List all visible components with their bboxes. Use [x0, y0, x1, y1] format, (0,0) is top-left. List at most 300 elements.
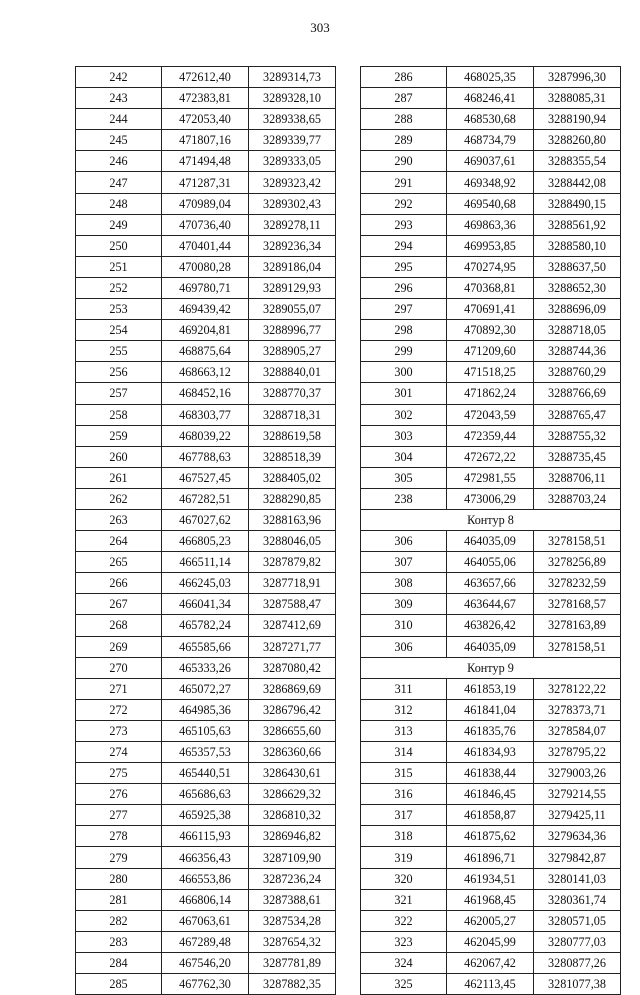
table-row	[361, 404, 621, 425]
y-coordinate-cell: 3288703,24	[534, 488, 621, 509]
y-coordinate-cell: 3279003,26	[534, 763, 621, 784]
y-coordinate-cell: 3280571,05	[534, 910, 621, 931]
x-coordinate-cell: 461968,45	[447, 889, 534, 910]
y-coordinate-cell: 3288770,37	[249, 383, 336, 404]
point-number-cell: 316	[361, 784, 447, 805]
x-coordinate-cell: 468530,68	[447, 109, 534, 130]
point-number-cell: 307	[361, 552, 447, 573]
x-coordinate-cell: 462067,42	[447, 952, 534, 973]
x-coordinate-cell: 468025,35	[447, 67, 534, 88]
y-coordinate-cell: 3288561,92	[534, 214, 621, 235]
table-row	[361, 130, 621, 151]
x-coordinate-cell: 466806,14	[162, 889, 249, 910]
y-coordinate-cell: 3281077,38	[534, 974, 621, 995]
y-coordinate-cell: 3287781,89	[249, 952, 336, 973]
table-row	[361, 193, 621, 214]
table-row	[76, 425, 336, 446]
x-coordinate-cell: 469439,42	[162, 299, 249, 320]
table-row	[361, 299, 621, 320]
table-row	[76, 699, 336, 720]
point-number-cell: 255	[76, 341, 162, 362]
x-coordinate-cell: 461853,19	[447, 678, 534, 699]
x-coordinate-cell: 471862,24	[447, 383, 534, 404]
x-coordinate-cell: 468734,79	[447, 130, 534, 151]
x-coordinate-cell: 472053,40	[162, 109, 249, 130]
point-number-cell: 256	[76, 362, 162, 383]
point-number-cell: 323	[361, 931, 447, 952]
table-row	[76, 383, 336, 404]
point-number-cell: 292	[361, 193, 447, 214]
y-coordinate-cell: 3288905,27	[249, 341, 336, 362]
table-row	[76, 678, 336, 699]
x-coordinate-cell: 470368,81	[447, 277, 534, 298]
point-number-cell: 243	[76, 88, 162, 109]
table-row	[76, 151, 336, 172]
x-coordinate-cell: 466805,23	[162, 531, 249, 552]
point-number-cell: 306	[361, 531, 447, 552]
x-coordinate-cell: 467546,20	[162, 952, 249, 973]
table-row	[76, 214, 336, 235]
point-number-cell: 296	[361, 277, 447, 298]
point-number-cell: 324	[361, 952, 447, 973]
y-coordinate-cell: 3289323,42	[249, 172, 336, 193]
x-coordinate-cell: 469540,68	[447, 193, 534, 214]
x-coordinate-cell: 471209,60	[447, 341, 534, 362]
point-number-cell: 246	[76, 151, 162, 172]
x-coordinate-cell: 461835,76	[447, 720, 534, 741]
x-coordinate-cell: 463644,67	[447, 594, 534, 615]
y-coordinate-cell: 3280777,03	[534, 931, 621, 952]
table-row	[361, 88, 621, 109]
y-coordinate-cell: 3287412,69	[249, 615, 336, 636]
point-number-cell: 303	[361, 425, 447, 446]
y-coordinate-cell: 3278256,89	[534, 552, 621, 573]
y-coordinate-cell: 3288755,32	[534, 425, 621, 446]
y-coordinate-cell: 3289129,93	[249, 277, 336, 298]
y-coordinate-cell: 3280141,03	[534, 868, 621, 889]
x-coordinate-cell: 465440,51	[162, 763, 249, 784]
x-coordinate-cell: 466553,86	[162, 868, 249, 889]
point-number-cell: 322	[361, 910, 447, 931]
point-number-cell: 271	[76, 678, 162, 699]
y-coordinate-cell: 3288085,31	[534, 88, 621, 109]
y-coordinate-cell: 3279842,87	[534, 847, 621, 868]
table-row	[76, 742, 336, 763]
table-row	[361, 320, 621, 341]
point-number-cell: 252	[76, 277, 162, 298]
point-number-cell: 313	[361, 720, 447, 741]
y-coordinate-cell: 3278158,51	[534, 636, 621, 657]
y-coordinate-cell: 3288760,29	[534, 362, 621, 383]
x-coordinate-cell: 468246,41	[447, 88, 534, 109]
table-row	[76, 784, 336, 805]
point-number-cell: 311	[361, 678, 447, 699]
table-row	[361, 151, 621, 172]
y-coordinate-cell: 3288580,10	[534, 235, 621, 256]
y-coordinate-cell: 3287534,28	[249, 910, 336, 931]
contour-label: Контур 9	[361, 657, 621, 678]
x-coordinate-cell: 465357,53	[162, 742, 249, 763]
y-coordinate-cell: 3288718,05	[534, 320, 621, 341]
point-number-cell: 281	[76, 889, 162, 910]
x-coordinate-cell: 471807,16	[162, 130, 249, 151]
table-row	[361, 277, 621, 298]
x-coordinate-cell: 465925,38	[162, 805, 249, 826]
x-coordinate-cell: 461896,71	[447, 847, 534, 868]
table-row	[361, 699, 621, 720]
point-number-cell: 297	[361, 299, 447, 320]
point-number-cell: 312	[361, 699, 447, 720]
x-coordinate-cell: 466115,93	[162, 826, 249, 847]
y-coordinate-cell: 3289328,10	[249, 88, 336, 109]
x-coordinate-cell: 469953,85	[447, 235, 534, 256]
point-number-cell: 288	[361, 109, 447, 130]
x-coordinate-cell: 471287,31	[162, 172, 249, 193]
table-row	[76, 573, 336, 594]
point-number-cell: 300	[361, 362, 447, 383]
y-coordinate-cell: 3287388,61	[249, 889, 336, 910]
x-coordinate-cell: 467788,63	[162, 446, 249, 467]
table-row	[76, 446, 336, 467]
y-coordinate-cell: 3288619,58	[249, 425, 336, 446]
y-coordinate-cell: 3288696,09	[534, 299, 621, 320]
y-coordinate-cell: 3279634,36	[534, 826, 621, 847]
x-coordinate-cell: 467027,62	[162, 509, 249, 530]
y-coordinate-cell: 3279425,11	[534, 805, 621, 826]
y-coordinate-cell: 3287882,35	[249, 974, 336, 995]
x-coordinate-cell: 472612,40	[162, 67, 249, 88]
y-coordinate-cell: 3289339,77	[249, 130, 336, 151]
table-row	[361, 594, 621, 615]
table-row	[361, 636, 621, 657]
x-coordinate-cell: 465072,27	[162, 678, 249, 699]
point-number-cell: 289	[361, 130, 447, 151]
table-row	[76, 109, 336, 130]
point-number-cell: 272	[76, 699, 162, 720]
table-row	[361, 763, 621, 784]
table-row	[76, 657, 336, 678]
table-row	[76, 404, 336, 425]
point-number-cell: 276	[76, 784, 162, 805]
x-coordinate-cell: 467282,51	[162, 488, 249, 509]
y-coordinate-cell: 3288290,85	[249, 488, 336, 509]
y-coordinate-cell: 3288718,31	[249, 404, 336, 425]
y-coordinate-cell: 3289236,34	[249, 235, 336, 256]
x-coordinate-cell: 469204,81	[162, 320, 249, 341]
x-coordinate-cell: 461875,62	[447, 826, 534, 847]
y-coordinate-cell: 3280361,74	[534, 889, 621, 910]
point-number-cell: 270	[76, 657, 162, 678]
y-coordinate-cell: 3286796,42	[249, 699, 336, 720]
table-row	[361, 214, 621, 235]
point-number-cell: 248	[76, 193, 162, 214]
y-coordinate-cell: 3287718,91	[249, 573, 336, 594]
point-number-cell: 299	[361, 341, 447, 362]
table-row	[361, 826, 621, 847]
x-coordinate-cell: 467063,61	[162, 910, 249, 931]
y-coordinate-cell: 3289338,65	[249, 109, 336, 130]
x-coordinate-cell: 464055,06	[447, 552, 534, 573]
y-coordinate-cell: 3278168,57	[534, 594, 621, 615]
point-number-cell: 283	[76, 931, 162, 952]
table-row	[361, 910, 621, 931]
contour-header-row	[361, 509, 621, 530]
x-coordinate-cell: 472383,81	[162, 88, 249, 109]
x-coordinate-cell: 472359,44	[447, 425, 534, 446]
y-coordinate-cell: 3288442,08	[534, 172, 621, 193]
point-number-cell: 253	[76, 299, 162, 320]
x-coordinate-cell: 470080,28	[162, 256, 249, 277]
table-row	[76, 299, 336, 320]
point-number-cell: 285	[76, 974, 162, 995]
table-row	[76, 531, 336, 552]
point-number-cell: 247	[76, 172, 162, 193]
x-coordinate-cell: 465333,26	[162, 657, 249, 678]
table-row	[361, 341, 621, 362]
y-coordinate-cell: 3288518,39	[249, 446, 336, 467]
table-row	[361, 573, 621, 594]
x-coordinate-cell: 468303,77	[162, 404, 249, 425]
point-number-cell: 245	[76, 130, 162, 151]
y-coordinate-cell: 3287588,47	[249, 594, 336, 615]
point-number-cell: 257	[76, 383, 162, 404]
x-coordinate-cell: 465686,63	[162, 784, 249, 805]
x-coordinate-cell: 464035,09	[447, 531, 534, 552]
table-row	[361, 446, 621, 467]
table-row	[361, 256, 621, 277]
point-number-cell: 275	[76, 763, 162, 784]
y-coordinate-cell: 3288637,50	[534, 256, 621, 277]
table-row	[76, 552, 336, 573]
y-coordinate-cell: 3287271,77	[249, 636, 336, 657]
y-coordinate-cell: 3287879,82	[249, 552, 336, 573]
x-coordinate-cell: 469863,36	[447, 214, 534, 235]
table-row	[361, 383, 621, 404]
y-coordinate-cell: 3278158,51	[534, 531, 621, 552]
point-number-cell: 308	[361, 573, 447, 594]
x-coordinate-cell: 470401,44	[162, 235, 249, 256]
x-coordinate-cell: 467527,45	[162, 467, 249, 488]
table-row	[76, 67, 336, 88]
table-row	[76, 636, 336, 657]
table-row	[361, 784, 621, 805]
point-number-cell: 263	[76, 509, 162, 530]
y-coordinate-cell: 3278795,22	[534, 742, 621, 763]
table-row	[76, 488, 336, 509]
table-row	[76, 974, 336, 995]
point-number-cell: 320	[361, 868, 447, 889]
y-coordinate-cell: 3289333,05	[249, 151, 336, 172]
y-coordinate-cell: 3288046,05	[249, 531, 336, 552]
x-coordinate-cell: 461834,93	[447, 742, 534, 763]
y-coordinate-cell: 3288652,30	[534, 277, 621, 298]
x-coordinate-cell: 462005,27	[447, 910, 534, 931]
point-number-cell: 249	[76, 214, 162, 235]
point-number-cell: 279	[76, 847, 162, 868]
coordinates-table-left	[75, 66, 336, 995]
y-coordinate-cell: 3278163,89	[534, 615, 621, 636]
y-coordinate-cell: 3288840,01	[249, 362, 336, 383]
table-row	[361, 467, 621, 488]
y-coordinate-cell: 3288163,96	[249, 509, 336, 530]
table-row	[76, 910, 336, 931]
table-row	[76, 763, 336, 784]
x-coordinate-cell: 470736,40	[162, 214, 249, 235]
table-row	[361, 805, 621, 826]
table-row	[361, 552, 621, 573]
point-number-cell: 286	[361, 67, 447, 88]
y-coordinate-cell: 3286430,61	[249, 763, 336, 784]
point-number-cell: 267	[76, 594, 162, 615]
point-number-cell: 298	[361, 320, 447, 341]
table-row	[76, 720, 336, 741]
y-coordinate-cell: 3288765,47	[534, 404, 621, 425]
table-row	[361, 362, 621, 383]
y-coordinate-cell: 3287996,30	[534, 67, 621, 88]
x-coordinate-cell: 466245,03	[162, 573, 249, 594]
point-number-cell: 262	[76, 488, 162, 509]
table-row	[361, 720, 621, 741]
y-coordinate-cell: 3288766,69	[534, 383, 621, 404]
y-coordinate-cell: 3287654,32	[249, 931, 336, 952]
x-coordinate-cell: 468663,12	[162, 362, 249, 383]
x-coordinate-cell: 472672,22	[447, 446, 534, 467]
y-coordinate-cell: 3286360,66	[249, 742, 336, 763]
point-number-cell: 284	[76, 952, 162, 973]
point-number-cell: 268	[76, 615, 162, 636]
point-number-cell: 305	[361, 467, 447, 488]
table-row	[361, 931, 621, 952]
x-coordinate-cell: 472981,55	[447, 467, 534, 488]
table-row	[76, 172, 336, 193]
y-coordinate-cell: 3286810,32	[249, 805, 336, 826]
contour-label: Контур 8	[361, 509, 621, 530]
table-row	[76, 931, 336, 952]
table-row	[76, 362, 336, 383]
point-number-cell: 238	[361, 488, 447, 509]
x-coordinate-cell: 463657,66	[447, 573, 534, 594]
y-coordinate-cell: 3288735,45	[534, 446, 621, 467]
y-coordinate-cell: 3278232,59	[534, 573, 621, 594]
x-coordinate-cell: 471518,25	[447, 362, 534, 383]
x-coordinate-cell: 462045,99	[447, 931, 534, 952]
table-row	[76, 256, 336, 277]
y-coordinate-cell: 3280877,26	[534, 952, 621, 973]
point-number-cell: 244	[76, 109, 162, 130]
point-number-cell: 269	[76, 636, 162, 657]
table-row	[361, 868, 621, 889]
table-row	[76, 467, 336, 488]
point-number-cell: 306	[361, 636, 447, 657]
table-row	[76, 88, 336, 109]
y-coordinate-cell: 3287109,90	[249, 847, 336, 868]
x-coordinate-cell: 469348,92	[447, 172, 534, 193]
point-number-cell: 319	[361, 847, 447, 868]
table-row	[361, 742, 621, 763]
point-number-cell: 250	[76, 235, 162, 256]
table-row	[361, 67, 621, 88]
point-number-cell: 321	[361, 889, 447, 910]
x-coordinate-cell: 464985,36	[162, 699, 249, 720]
y-coordinate-cell: 3288355,54	[534, 151, 621, 172]
x-coordinate-cell: 467289,48	[162, 931, 249, 952]
y-coordinate-cell: 3289314,73	[249, 67, 336, 88]
point-number-cell: 317	[361, 805, 447, 826]
coordinates-table-right	[360, 66, 621, 995]
x-coordinate-cell: 461841,04	[447, 699, 534, 720]
point-number-cell: 260	[76, 446, 162, 467]
point-number-cell: 273	[76, 720, 162, 741]
y-coordinate-cell: 3289055,07	[249, 299, 336, 320]
x-coordinate-cell: 462113,45	[447, 974, 534, 995]
y-coordinate-cell: 3288190,94	[534, 109, 621, 130]
point-number-cell: 264	[76, 531, 162, 552]
table-row	[76, 277, 336, 298]
y-coordinate-cell: 3279214,55	[534, 784, 621, 805]
y-coordinate-cell: 3288706,11	[534, 467, 621, 488]
x-coordinate-cell: 461858,87	[447, 805, 534, 826]
point-number-cell: 302	[361, 404, 447, 425]
point-number-cell: 277	[76, 805, 162, 826]
contour-header-row	[361, 657, 621, 678]
y-coordinate-cell: 3288744,36	[534, 341, 621, 362]
point-number-cell: 290	[361, 151, 447, 172]
table-row	[361, 952, 621, 973]
point-number-cell: 315	[361, 763, 447, 784]
table-row	[361, 531, 621, 552]
table-row	[361, 974, 621, 995]
point-number-cell: 265	[76, 552, 162, 573]
table-row	[76, 889, 336, 910]
table-row	[76, 847, 336, 868]
x-coordinate-cell: 468875,64	[162, 341, 249, 362]
x-coordinate-cell: 464035,09	[447, 636, 534, 657]
table-row	[76, 826, 336, 847]
x-coordinate-cell: 468452,16	[162, 383, 249, 404]
point-number-cell: 282	[76, 910, 162, 931]
point-number-cell: 242	[76, 67, 162, 88]
x-coordinate-cell: 470989,04	[162, 193, 249, 214]
point-number-cell: 261	[76, 467, 162, 488]
table-row	[76, 320, 336, 341]
page-number: 303	[310, 20, 330, 35]
x-coordinate-cell: 465585,66	[162, 636, 249, 657]
x-coordinate-cell: 468039,22	[162, 425, 249, 446]
y-coordinate-cell: 3289302,43	[249, 193, 336, 214]
table-row	[76, 952, 336, 973]
point-number-cell: 318	[361, 826, 447, 847]
table-row	[76, 615, 336, 636]
table-row	[361, 615, 621, 636]
point-number-cell: 278	[76, 826, 162, 847]
point-number-cell: 266	[76, 573, 162, 594]
point-number-cell: 293	[361, 214, 447, 235]
y-coordinate-cell: 3286946,82	[249, 826, 336, 847]
table-row	[361, 235, 621, 256]
x-coordinate-cell: 469780,71	[162, 277, 249, 298]
point-number-cell: 287	[361, 88, 447, 109]
x-coordinate-cell: 465782,24	[162, 615, 249, 636]
point-number-cell: 309	[361, 594, 447, 615]
y-coordinate-cell: 3288405,02	[249, 467, 336, 488]
x-coordinate-cell: 465105,63	[162, 720, 249, 741]
y-coordinate-cell: 3287236,24	[249, 868, 336, 889]
point-number-cell: 304	[361, 446, 447, 467]
point-number-cell: 251	[76, 256, 162, 277]
y-coordinate-cell: 3287080,42	[249, 657, 336, 678]
table-row	[361, 172, 621, 193]
x-coordinate-cell: 472043,59	[447, 404, 534, 425]
